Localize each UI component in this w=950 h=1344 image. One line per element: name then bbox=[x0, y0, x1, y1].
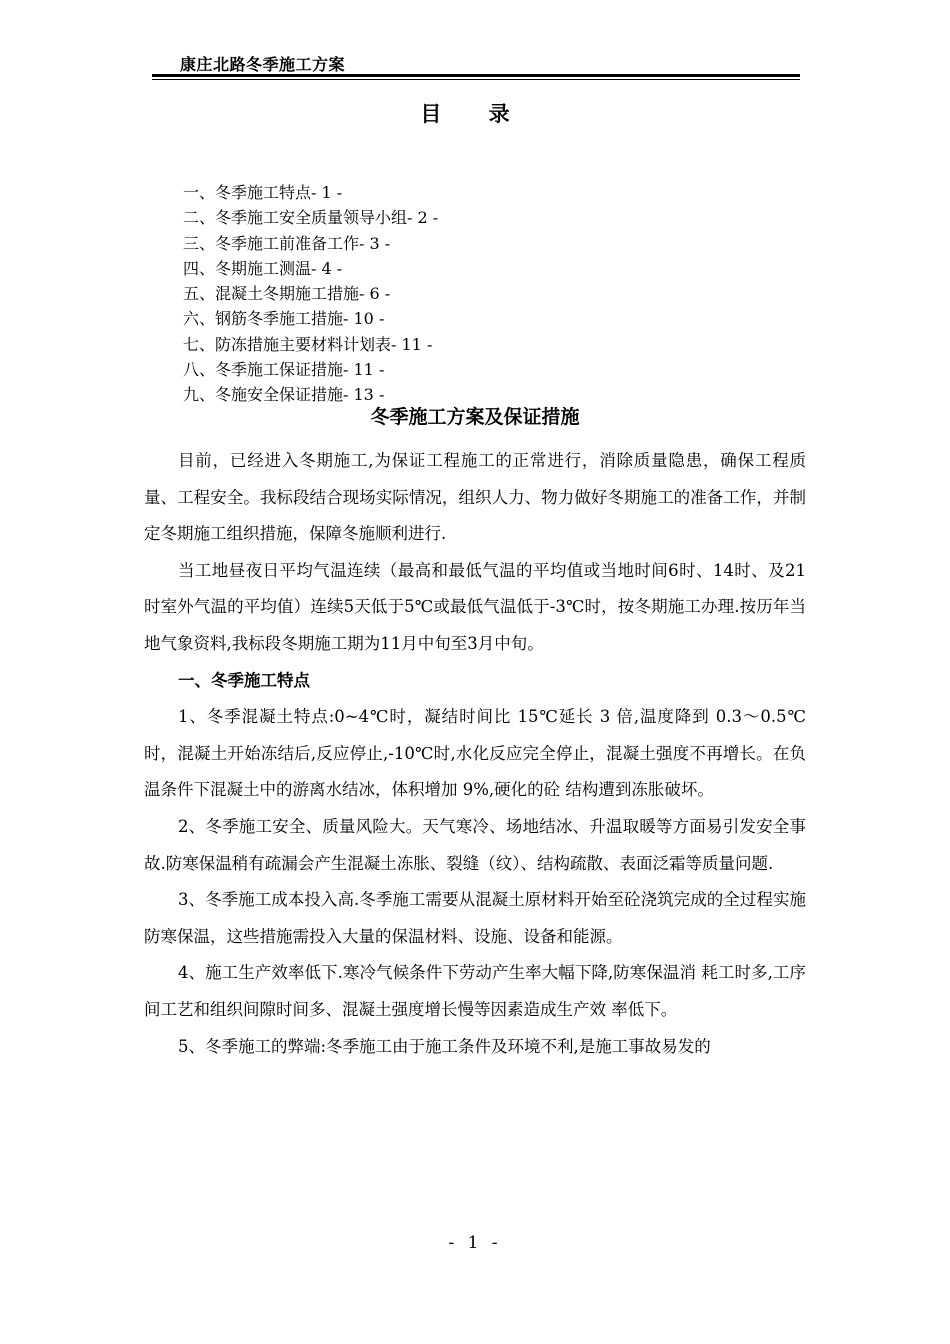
page-number: - 1 - bbox=[448, 1233, 502, 1253]
intro-paragraph: 目前，已经进入冬期施工,为保证工程施工的正常进行，消除质量隐患，确保工程质量、工程安全。我标段结合现场实际情况，组织人力、物力做好冬期施工的准备工作，并制定冬期施工组织措施，保障冬施顺利进行. bbox=[144, 451, 806, 544]
section-paragraph: 4、施工生产效率低下.寒冷气候条件下劳动产生率大幅下降,防寒保温消 耗工时多,工序间工艺和组织间隙时间多、混凝土强度增长慢等因素造成生产效 率低下。 bbox=[144, 963, 806, 1019]
section-paragraph: 3、冬季施工成本投入高.冬季施工需要从混凝土原材料开始至砼浇筑完成的全过程实施防寒保温，这些措施需投入大量的保温材料、设施、设备和能源。 bbox=[144, 890, 806, 946]
document-title: 冬季施工方案及保证措施 bbox=[370, 406, 580, 428]
header-rule bbox=[152, 74, 800, 77]
toc-item[interactable]: 四、冬期施工测温- 4 - bbox=[183, 258, 343, 278]
section-paragraph: 5、冬季施工的弊端:冬季施工由于施工条件及环境不利,是施工事故易发的 bbox=[178, 1036, 711, 1056]
toc-title: 目 录 bbox=[420, 102, 530, 126]
section-paragraph: 1、冬季混凝土特点:0~4℃时，凝结时间比 15℃延长 3 倍,温度降到 0.3～0.5℃时，混凝土开始冻结后,反应停止,-10℃时,水化反应完全停止，混凝土强度不再增长。在负温条件下混凝土中的游离水结冰，体积增加 9%,硬化的砼 结构遭到冻胀破坏。 bbox=[144, 707, 806, 800]
toc-item[interactable]: 三、冬季施工前准备工作- 3 - bbox=[183, 233, 391, 253]
header-rule-thin bbox=[152, 79, 800, 80]
toc-item[interactable]: 一、冬季施工特点- 1 - bbox=[183, 183, 343, 202]
header-title: 康庄北路冬季施工方案 bbox=[180, 55, 346, 74]
intro-paragraph: 当工地昼夜日平均气温连续（最高和最低气温的平均值或当地时间6时、14时、及21时室外气温的平均值）连续5天低于5℃或最低气温低于-3℃时，按冬期施工办理.按历年当地气象资料,我标段冬期施工期为11月中旬至3月中旬。 bbox=[144, 560, 806, 653]
table-of-contents bbox=[183, 180, 438, 408]
toc-item[interactable]: 五、混凝土冬期施工措施- 6 - bbox=[183, 284, 391, 304]
toc-item[interactable]: 九、冬施安全保证措施- 13 - bbox=[183, 385, 385, 405]
toc-item[interactable]: 八、冬季施工保证措施- 11 - bbox=[183, 360, 385, 380]
toc-item[interactable]: 六、钢筋冬季施工措施- 10 - bbox=[183, 309, 385, 329]
section-heading: 一、冬季施工特点 bbox=[178, 670, 310, 690]
toc-item[interactable]: 二、冬季施工安全质量领导小组- 2 - bbox=[183, 208, 439, 228]
document-body bbox=[144, 443, 806, 1065]
section-paragraph: 2、冬季施工安全、质量风险大。天气寒冷、场地结冰、升温取暖等方面易引发安全事故.防寒保温稍有疏漏会产生混凝土冻胀、裂缝（纹）、结构疏散、表面泛霜等质量问题. bbox=[144, 816, 806, 873]
toc-item[interactable]: 七、防冻措施主要材料计划表- 11 - bbox=[183, 334, 433, 354]
